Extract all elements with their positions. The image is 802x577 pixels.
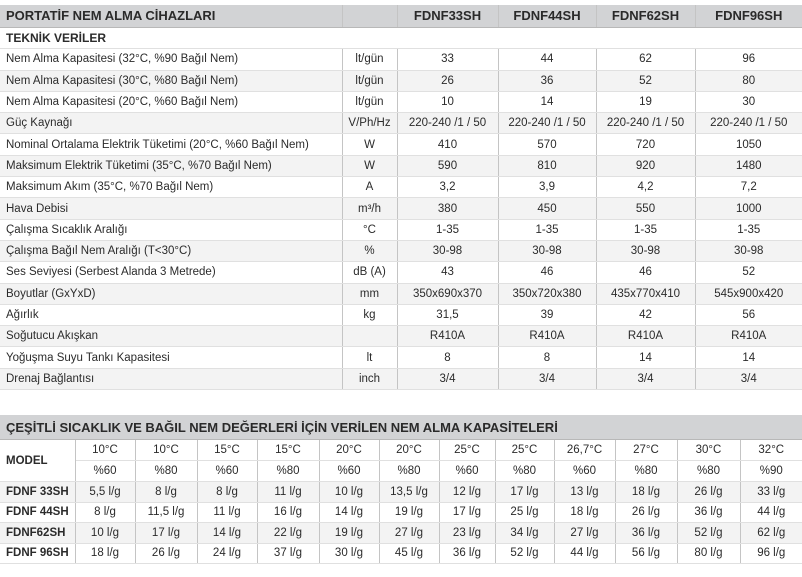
spec-value: 3/4 (695, 368, 802, 389)
spec-row (0, 326, 802, 347)
spec-value: R410A (695, 326, 802, 347)
spec-value: 590 (397, 155, 498, 176)
spec-value: 30-98 (397, 240, 498, 261)
capacity-row (0, 543, 802, 564)
spec-value: 220-240 /1 / 50 (596, 113, 695, 134)
capacity-value: 62 l/g (740, 523, 802, 544)
capacity-value: 18 l/g (554, 502, 615, 523)
capacity-value: 23 l/g (439, 523, 495, 544)
capacity-value: 44 l/g (554, 543, 615, 564)
spec-value: 30-98 (596, 240, 695, 261)
capacity-model: FDNF62SH (0, 523, 75, 544)
capacity-value: 12 l/g (439, 482, 495, 503)
spec-value: 1050 (695, 134, 802, 155)
condition-temp: 20°C (319, 440, 379, 461)
spec-value: 1-35 (498, 219, 596, 240)
spec-value: 3/4 (498, 368, 596, 389)
spec-label: Nem Alma Kapasitesi (32°C, %90 Bağıl Nem) (0, 49, 342, 70)
spec-value: 3/4 (397, 368, 498, 389)
model-header: FDNF33SH (397, 5, 498, 28)
spec-row (0, 368, 802, 389)
condition-rh: %80 (495, 461, 554, 482)
capacity-value: 25 l/g (495, 502, 554, 523)
spec-value: 46 (498, 262, 596, 283)
spec-label: Nominal Ortalama Elektrik Tüketimi (20°C, %60 Bağıl Nem) (0, 134, 342, 155)
spec-value: 220-240 /1 / 50 (397, 113, 498, 134)
capacity-value: 52 l/g (495, 543, 554, 564)
condition-temp: 15°C (197, 440, 257, 461)
spec-value: 36 (498, 70, 596, 91)
capacity-value: 17 l/g (439, 502, 495, 523)
condition-rh: %60 (319, 461, 379, 482)
spec-row (0, 177, 802, 198)
capacity-title: ÇEŞİTLİ SICAKLIK VE BAĞIL NEM DEĞERLERİ İÇİN VERİLEN NEM ALMA KAPASİTELERİ (0, 415, 802, 440)
condition-rh: %80 (677, 461, 740, 482)
capacity-value: 11,5 l/g (135, 502, 197, 523)
spec-value: 46 (596, 262, 695, 283)
spec-value: 10 (397, 91, 498, 112)
spec-unit: % (342, 240, 397, 261)
condition-rh: %80 (257, 461, 319, 482)
condition-rh: %90 (740, 461, 802, 482)
spec-value: 62 (596, 49, 695, 70)
condition-temp: 32°C (740, 440, 802, 461)
spec-value: 380 (397, 198, 498, 219)
spec-label: Boyutlar (GxYxD) (0, 283, 342, 304)
spec-row (0, 283, 802, 304)
capacity-value: 27 l/g (554, 523, 615, 544)
spec-value: 19 (596, 91, 695, 112)
spec-value: 435x770x410 (596, 283, 695, 304)
spec-value: 1-35 (695, 219, 802, 240)
spec-row (0, 91, 802, 112)
condition-temp: 25°C (495, 440, 554, 461)
capacity-value: 18 l/g (75, 543, 135, 564)
capacity-value: 34 l/g (495, 523, 554, 544)
capacity-value: 17 l/g (495, 482, 554, 503)
spec-row (0, 262, 802, 283)
spec-unit: dB (A) (342, 262, 397, 283)
spec-value: 720 (596, 134, 695, 155)
spec-unit: mm (342, 283, 397, 304)
spec-unit: m³/h (342, 198, 397, 219)
capacity-value: 16 l/g (257, 502, 319, 523)
spec-value: 44 (498, 49, 596, 70)
section-label: TEKNİK VERİLER (0, 28, 802, 49)
condition-temp: 25°C (439, 440, 495, 461)
spec-row (0, 198, 802, 219)
condition-rh: %60 (75, 461, 135, 482)
capacity-value: 8 l/g (197, 482, 257, 503)
condition-temp: 10°C (135, 440, 197, 461)
condition-temp: 30°C (677, 440, 740, 461)
condition-rh: %60 (197, 461, 257, 482)
spec-value: 410 (397, 134, 498, 155)
spec-value: 350x720x380 (498, 283, 596, 304)
capacity-value: 5,5 l/g (75, 482, 135, 503)
model-header: FDNF62SH (596, 5, 695, 28)
spec-unit (342, 326, 397, 347)
capacity-value: 22 l/g (257, 523, 319, 544)
spec-value: 810 (498, 155, 596, 176)
capacity-value: 10 l/g (75, 523, 135, 544)
capacity-value: 14 l/g (319, 502, 379, 523)
spec-value: 56 (695, 304, 802, 325)
capacity-model: FDNF 44SH (0, 502, 75, 523)
capacity-value: 30 l/g (319, 543, 379, 564)
spec-unit: A (342, 177, 397, 198)
condition-temp: 27°C (615, 440, 677, 461)
spec-row (0, 304, 802, 325)
capacity-value: 11 l/g (257, 482, 319, 503)
spec-value: 1-35 (596, 219, 695, 240)
spec-value: 96 (695, 49, 802, 70)
capacity-value: 36 l/g (439, 543, 495, 564)
spec-label: Maksimum Akım (35°C, %70 Bağıl Nem) (0, 177, 342, 198)
capacity-value: 27 l/g (379, 523, 439, 544)
spec-value: 450 (498, 198, 596, 219)
spec-row (0, 113, 802, 134)
spec-value: 30-98 (695, 240, 802, 261)
spec-value: 26 (397, 70, 498, 91)
capacity-value: 18 l/g (615, 482, 677, 503)
capacity-value: 36 l/g (677, 502, 740, 523)
spec-row (0, 70, 802, 91)
capacity-value: 44 l/g (740, 502, 802, 523)
spec-value: 30 (695, 91, 802, 112)
capacity-value: 11 l/g (197, 502, 257, 523)
spec-value: 920 (596, 155, 695, 176)
capacity-value: 26 l/g (677, 482, 740, 503)
spec-value: R410A (397, 326, 498, 347)
spec-row (0, 240, 802, 261)
capacity-value: 8 l/g (75, 502, 135, 523)
spec-value: 8 (397, 347, 498, 368)
capacity-value: 33 l/g (740, 482, 802, 503)
spec-value: 39 (498, 304, 596, 325)
spec-unit: V/Ph/Hz (342, 113, 397, 134)
spec-label: Ağırlık (0, 304, 342, 325)
spec-label: Nem Alma Kapasitesi (20°C, %60 Bağıl Nem) (0, 91, 342, 112)
spec-value: 4,2 (596, 177, 695, 198)
capacity-value: 10 l/g (319, 482, 379, 503)
spec-row (0, 49, 802, 70)
capacity-value: 13 l/g (554, 482, 615, 503)
spec-unit: inch (342, 368, 397, 389)
specs-title: PORTATİF NEM ALMA CİHAZLARI (0, 5, 342, 28)
spec-value: 33 (397, 49, 498, 70)
unit-header (342, 5, 397, 28)
spec-value: 550 (596, 198, 695, 219)
capacity-value: 26 l/g (615, 502, 677, 523)
capacity-value: 19 l/g (379, 502, 439, 523)
spec-value: 43 (397, 262, 498, 283)
capacity-row (0, 502, 802, 523)
spec-label: Soğutucu Akışkan (0, 326, 342, 347)
condition-rh: %80 (615, 461, 677, 482)
capacity-row (0, 523, 802, 544)
condition-rh: %60 (439, 461, 495, 482)
spec-unit: lt/gün (342, 70, 397, 91)
spec-unit: lt/gün (342, 49, 397, 70)
spec-row (0, 347, 802, 368)
spec-value: 220-240 /1 / 50 (498, 113, 596, 134)
spec-value: 80 (695, 70, 802, 91)
condition-rh: %80 (379, 461, 439, 482)
spec-value: 3,2 (397, 177, 498, 198)
capacity-value: 37 l/g (257, 543, 319, 564)
spec-value: 52 (596, 70, 695, 91)
capacity-value: 26 l/g (135, 543, 197, 564)
capacity-row (0, 482, 802, 503)
condition-rh: %80 (135, 461, 197, 482)
capacity-value: 45 l/g (379, 543, 439, 564)
spec-value: 1-35 (397, 219, 498, 240)
capacity-value: 24 l/g (197, 543, 257, 564)
condition-temp: 15°C (257, 440, 319, 461)
capacity-value: 56 l/g (615, 543, 677, 564)
spec-value: 14 (596, 347, 695, 368)
capacity-value: 19 l/g (319, 523, 379, 544)
spec-value: 220-240 /1 / 50 (695, 113, 802, 134)
capacity-table (0, 415, 802, 564)
condition-temp: 10°C (75, 440, 135, 461)
spec-row (0, 219, 802, 240)
spec-value: 1000 (695, 198, 802, 219)
spec-value: 1480 (695, 155, 802, 176)
condition-temp: 26,7°C (554, 440, 615, 461)
spec-value: 52 (695, 262, 802, 283)
spec-value: 7,2 (695, 177, 802, 198)
spec-value: R410A (596, 326, 695, 347)
capacity-value: 36 l/g (615, 523, 677, 544)
spec-label: Hava Debisi (0, 198, 342, 219)
condition-temp: 20°C (379, 440, 439, 461)
spec-label: Güç Kaynağı (0, 113, 342, 134)
model-label: MODEL (0, 440, 75, 482)
spec-label: Nem Alma Kapasitesi (30°C, %80 Bağıl Nem) (0, 70, 342, 91)
capacity-value: 80 l/g (677, 543, 740, 564)
spec-unit: °C (342, 219, 397, 240)
spec-label: Ses Seviyesi (Serbest Alanda 3 Metrede) (0, 262, 342, 283)
model-header: FDNF44SH (498, 5, 596, 28)
spec-label: Çalışma Sıcaklık Aralığı (0, 219, 342, 240)
spec-unit: W (342, 134, 397, 155)
capacity-value: 13,5 l/g (379, 482, 439, 503)
capacity-value: 14 l/g (197, 523, 257, 544)
spec-value: 570 (498, 134, 596, 155)
technical-specs-table (0, 5, 802, 390)
spec-label: Çalışma Bağıl Nem Aralığı (T<30°C) (0, 240, 342, 261)
spec-row (0, 155, 802, 176)
capacity-value: 52 l/g (677, 523, 740, 544)
spec-value: 545x900x420 (695, 283, 802, 304)
spec-label: Yoğuşma Suyu Tankı Kapasitesi (0, 347, 342, 368)
condition-rh: %60 (554, 461, 615, 482)
spec-value: 350x690x370 (397, 283, 498, 304)
capacity-model: FDNF 96SH (0, 543, 75, 564)
spec-value: 3/4 (596, 368, 695, 389)
model-header: FDNF96SH (695, 5, 802, 28)
spec-value: R410A (498, 326, 596, 347)
spec-unit: kg (342, 304, 397, 325)
spec-unit: W (342, 155, 397, 176)
spec-unit: lt (342, 347, 397, 368)
capacity-value: 96 l/g (740, 543, 802, 564)
spec-value: 14 (498, 91, 596, 112)
spec-value: 30-98 (498, 240, 596, 261)
spec-value: 8 (498, 347, 596, 368)
capacity-model: FDNF 33SH (0, 482, 75, 503)
spec-value: 3,9 (498, 177, 596, 198)
spec-label: Drenaj Bağlantısı (0, 368, 342, 389)
spec-value: 42 (596, 304, 695, 325)
capacity-value: 8 l/g (135, 482, 197, 503)
spec-unit: lt/gün (342, 91, 397, 112)
spec-value: 31,5 (397, 304, 498, 325)
capacity-value: 17 l/g (135, 523, 197, 544)
spec-value: 14 (695, 347, 802, 368)
spec-label: Maksimum Elektrik Tüketimi (35°C, %70 Bağıl Nem) (0, 155, 342, 176)
spec-row (0, 134, 802, 155)
